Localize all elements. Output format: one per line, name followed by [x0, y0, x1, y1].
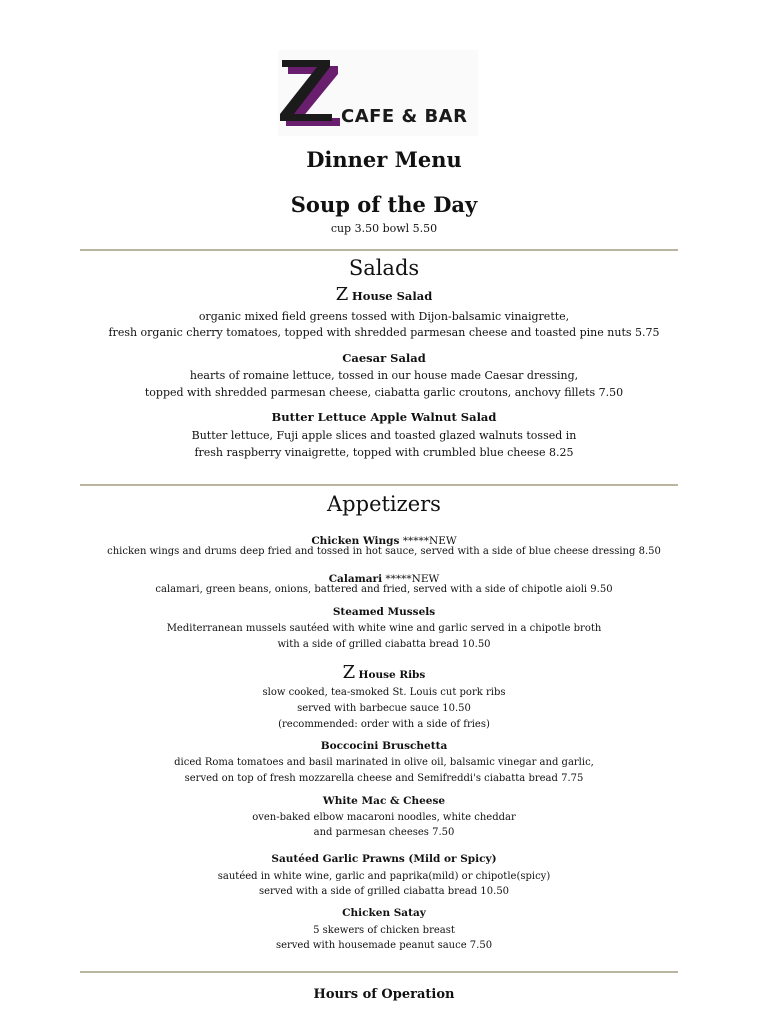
salad-line: fresh organic cherry tomatoes, topped with shredded parmesan cheese and toasted pine nuts 5.75: [108, 326, 660, 339]
salad-title-name: House Salad: [351, 289, 433, 303]
appetizer-line: Mediterranean mussels sautéed with white wine and garlic served in a chipotle broth: [166, 623, 602, 634]
appetizer-line: sautéed in white wine, garlic and paprika(mild) or chipotle(spicy): [217, 871, 551, 882]
salad-line: topped with shredded parmesan cheese, ciabatta garlic croutons, anchovy fillets 7.50: [144, 386, 624, 399]
section-divider: [80, 971, 678, 973]
appetizer-line: (recommended: order with a side of fries): [278, 719, 490, 730]
appetizer-line: served with barbecue sauce 10.50: [297, 703, 471, 714]
appetizer-title: Steamed Mussels: [332, 606, 436, 618]
salad-line: fresh raspberry vinaigrette, topped with crumbled blue cheese 8.25: [194, 446, 574, 459]
salads-heading: Salads: [348, 256, 420, 280]
appetizer-title-name: Calamari: [328, 573, 383, 585]
appetizer-title: Chicken Satay: [342, 907, 426, 919]
salad-title-z: Z: [335, 284, 349, 305]
appetizer-line: served on top of fresh mozzarella cheese and Semifreddi's ciabatta bread 7.75: [184, 773, 584, 784]
salad-line: hearts of romaine lettuce, tossed in our house made Caesar dressing,: [189, 369, 579, 382]
appetizer-line: calamari, green beans, onions, battered and fried, served with a side of chipotle aioli 9.50: [155, 584, 613, 595]
salad-line: organic mixed field greens tossed with Dijon-balsamic vinaigrette,: [198, 310, 570, 323]
appetizers-heading: Appetizers: [327, 492, 441, 516]
appetizer-title: Sautéed Garlic Prawns (Mild or Spicy): [271, 853, 497, 865]
appetizer-line: oven-baked elbow macaroni noodles, white cheddar: [252, 812, 516, 823]
soup-prices: cup 3.50 bowl 5.50: [330, 222, 438, 235]
soup-heading: Soup of the Day: [290, 192, 478, 217]
salad-title: Caesar Salad: [342, 351, 426, 365]
appetizer-line: served with housemade peanut sauce 7.50: [275, 940, 493, 951]
appetizer-line: and parmesan cheeses 7.50: [313, 827, 455, 838]
page-title: Dinner Menu: [306, 147, 462, 172]
appetizer-title: White Mac & Cheese: [322, 795, 446, 807]
salad-title: [0, 284, 768, 305]
section-divider: [80, 249, 678, 251]
appetizer-line: with a side of grilled ciabatta bread 10.50: [277, 639, 491, 650]
salad-title: Butter Lettuce Apple Walnut Salad: [271, 410, 497, 424]
logo: [278, 50, 478, 136]
appetizer-line: served with a side of grilled ciabatta bread 10.50: [258, 886, 510, 897]
z-logo-mark: [280, 56, 342, 128]
new-badge: *****NEW: [382, 573, 440, 585]
new-badge: *****NEW: [399, 535, 457, 547]
salad-line: Butter lettuce, Fuji apple slices and toasted glazed walnuts tossed in: [191, 429, 577, 442]
appetizer-line: chicken wings and drums deep fried and tossed in hot sauce, served with a side of blue cheese dressing 8.50: [107, 546, 661, 557]
appetizer-line: 5 skewers of chicken breast: [313, 925, 455, 936]
appetizer-title: [0, 662, 768, 683]
appetizer-title-name: Chicken Wings: [311, 535, 400, 547]
hours-heading: Hours of Operation: [313, 987, 455, 1002]
appetizer-title: Boccocini Bruschetta: [320, 740, 448, 752]
appetizer-line: diced Roma tomatoes and basil marinated in olive oil, balsamic vinegar and garlic,: [174, 757, 594, 768]
appetizer-title-z: Z: [342, 662, 356, 683]
section-divider: [80, 484, 678, 486]
logo-text: CAFE & BAR: [341, 106, 468, 127]
appetizer-title-name: House Ribs: [358, 669, 426, 681]
appetizer-line: slow cooked, tea-smoked St. Louis cut pork ribs: [262, 687, 506, 698]
